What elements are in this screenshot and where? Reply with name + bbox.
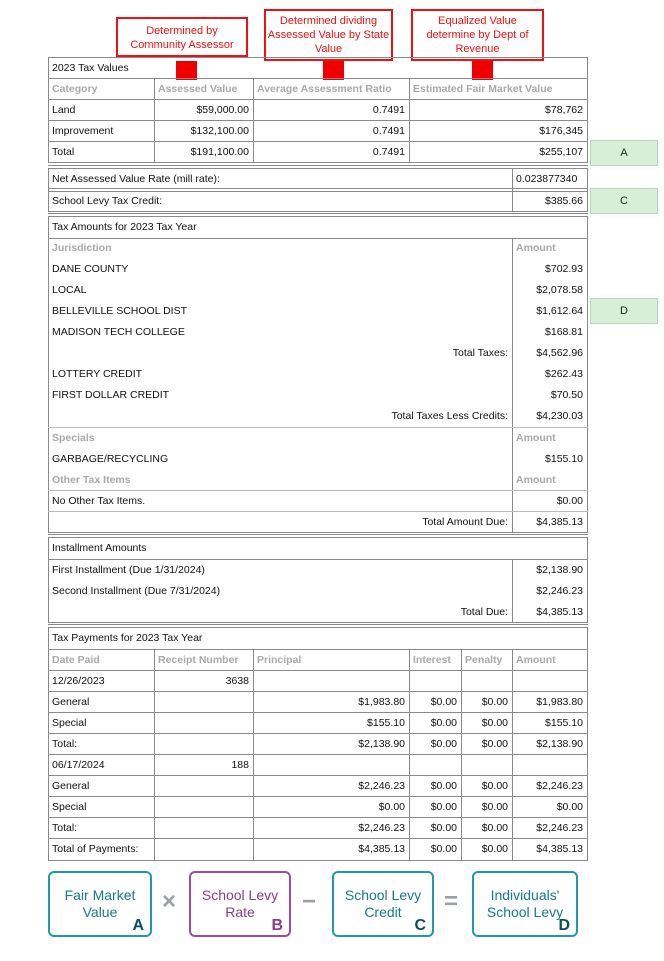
- payment-cell: [409, 671, 461, 692]
- col-header: Date Paid: [52, 654, 100, 666]
- payment-cell: Total:: [52, 822, 78, 834]
- jurisdiction-name: MADISON TECH COLLEGE: [52, 326, 185, 338]
- table-cell: $255,107: [539, 146, 583, 158]
- other-items-header: Other Tax Items: [52, 474, 131, 486]
- payment-cell: [461, 671, 512, 692]
- credit-amount: $70.50: [550, 389, 583, 401]
- col-header: Estimated Fair Market Value: [413, 83, 553, 95]
- payment-cell: 188: [231, 759, 249, 771]
- payment-cell: [154, 797, 253, 818]
- jurisdiction-name: BELLEVILLE SCHOOL DIST: [52, 305, 187, 317]
- credit-value: $385.66: [545, 195, 583, 207]
- payment-cell: 3638: [225, 675, 249, 687]
- credit-label: School Levy Tax Credit:: [52, 195, 163, 207]
- payment-cell: [253, 671, 409, 692]
- payment-cell: [154, 713, 253, 734]
- payment-cell: $2,138.90: [536, 738, 583, 750]
- amount-header: Amount: [516, 242, 556, 254]
- total-taxes-value: $4,562.96: [536, 347, 583, 359]
- mill-rate-label: Net Assessed Value Rate (mill rate):: [52, 173, 220, 185]
- callout-equalized-text: Equalized Value determine by Dept of Revenue: [426, 15, 529, 55]
- col-header: Receipt Number: [158, 654, 239, 666]
- label-a-badge: A: [590, 140, 658, 166]
- jurisdiction-amount: $1,612.64: [536, 305, 583, 317]
- col-header: Penalty: [465, 654, 503, 666]
- mill-rate-value: 0.023877340: [516, 173, 578, 185]
- payment-cell: [512, 671, 587, 692]
- tax-values-title: 2023 Tax Values: [52, 62, 129, 74]
- total-taxes-label: Total Taxes:: [452, 347, 508, 359]
- individual-school-levy-box: [472, 871, 578, 937]
- payment-cell: [154, 818, 253, 839]
- payment-cell: $0.00: [430, 717, 457, 729]
- payment-cell: [512, 755, 587, 776]
- payment-cell: General: [52, 780, 90, 792]
- table-cell: Improvement: [52, 125, 114, 137]
- amount-header: Amount: [516, 432, 556, 444]
- installment-label: Second Installment (Due 7/31/2024): [52, 585, 221, 597]
- payment-cell: $0.00: [430, 738, 457, 750]
- special-name: GARBAGE/RECYCLING: [52, 453, 169, 465]
- formula-box-letter: A: [132, 917, 144, 934]
- installments-total-label: Total Due:: [460, 606, 508, 618]
- payment-cell: $0.00: [481, 843, 508, 855]
- payment-cell: $0.00: [481, 696, 508, 708]
- payment-cell: Total:: [52, 738, 78, 750]
- other-item-amount: $0.00: [556, 495, 583, 507]
- payment-cell: $2,246.23: [536, 822, 583, 834]
- table-cell: 0.7491: [372, 104, 405, 116]
- payment-cell: [461, 755, 512, 776]
- formula-box-text: School Levy Rate: [201, 887, 279, 920]
- payment-cell: $0.00: [430, 780, 457, 792]
- installment-label: First Installment (Due 1/31/2024): [52, 564, 205, 576]
- jurisdiction-name: DANE COUNTY: [52, 263, 129, 275]
- col-header: Amount: [516, 654, 556, 666]
- minus-icon: −: [302, 888, 317, 915]
- table-cell: $176,345: [539, 125, 583, 137]
- payment-cell: Special: [52, 717, 87, 729]
- equals-icon: =: [444, 888, 459, 915]
- payment-cell: [154, 692, 253, 713]
- col-header: Principal: [257, 654, 302, 666]
- col-header: Category: [52, 83, 98, 95]
- payment-cell: [154, 839, 253, 860]
- credit-amount: $262.43: [545, 368, 583, 380]
- payment-cell: $0.00: [481, 717, 508, 729]
- payment-cell: $2,246.23: [358, 780, 405, 792]
- payment-cell: 06/17/2024: [52, 759, 105, 771]
- tax-amounts-title: Tax Amounts for 2023 Tax Year: [52, 221, 197, 233]
- payment-cell: $4,385.13: [358, 843, 405, 855]
- installment-amount: $2,138.90: [536, 564, 583, 576]
- jurisdiction-amount: $702.93: [545, 263, 583, 275]
- jurisdiction-header: Jurisdiction: [52, 242, 112, 254]
- payment-cell: $0.00: [481, 801, 508, 813]
- school-levy-rate-box: [189, 871, 291, 937]
- less-credits-label: Total Taxes Less Credits:: [391, 410, 508, 422]
- payment-cell: Total of Payments:: [52, 843, 139, 855]
- credit-name: FIRST DOLLAR CREDIT: [52, 389, 170, 401]
- callout-assessor-text: Determined by Community Assessor: [130, 25, 234, 51]
- label-d-badge: D: [590, 298, 658, 324]
- fair-market-value-box: [48, 871, 152, 937]
- formula-box-text: Fair Market Value: [64, 887, 136, 920]
- payment-cell: [154, 734, 253, 755]
- table-cell: $59,000.00: [196, 104, 249, 116]
- payment-cell: $155.10: [545, 717, 583, 729]
- payment-cell: [409, 755, 461, 776]
- jurisdiction-amount: $168.81: [545, 326, 583, 338]
- payment-cell: [154, 776, 253, 797]
- table-cell: $78,762: [545, 104, 583, 116]
- label-c-badge: C: [590, 188, 658, 214]
- table-cell: Land: [52, 104, 76, 116]
- credit-name: LOTTERY CREDIT: [52, 368, 143, 380]
- payment-cell: $1,983.80: [536, 696, 583, 708]
- less-credits-value: $4,230.03: [536, 410, 583, 422]
- payment-cell: [253, 755, 409, 776]
- payment-cell: 12/26/2023: [52, 675, 105, 687]
- payment-cell: $0.00: [481, 780, 508, 792]
- formula-box-text: School Levy Credit: [344, 887, 422, 920]
- table-cell: $132,100.00: [190, 125, 249, 137]
- payment-cell: $0.00: [430, 843, 457, 855]
- formula-box-letter: D: [558, 917, 570, 934]
- col-header: Average Assessment Ratio: [257, 83, 392, 95]
- callout-ratio: [264, 9, 393, 61]
- payment-cell: $4,385.13: [536, 843, 583, 855]
- multiply-icon: ×: [162, 888, 177, 915]
- specials-header: Specials: [52, 432, 95, 444]
- total-due-label: Total Amount Due:: [422, 516, 508, 528]
- payment-cell: $2,138.90: [358, 738, 405, 750]
- jurisdiction-name: LOCAL: [52, 284, 87, 296]
- amount-header: Amount: [516, 474, 556, 486]
- payment-cell: $0.00: [556, 801, 583, 813]
- payment-cell: $0.00: [430, 822, 457, 834]
- special-amount: $155.10: [545, 453, 583, 465]
- jurisdiction-amount: $2,078.58: [536, 284, 583, 296]
- callout-ratio-text: Determined dividing Assessed Value by State Value: [267, 15, 390, 55]
- payment-cell: $155.10: [367, 717, 405, 729]
- formula-box-letter: B: [271, 917, 283, 934]
- total-due-value: $4,385.13: [536, 516, 583, 528]
- school-levy-credit-box: [332, 871, 434, 937]
- payment-cell: Special: [52, 801, 87, 813]
- payment-cell: $1,983.80: [358, 696, 405, 708]
- payment-cell: $0.00: [481, 738, 508, 750]
- installments-title: Installment Amounts: [52, 542, 147, 554]
- payment-cell: $0.00: [481, 822, 508, 834]
- payments-title: Tax Payments for 2023 Tax Year: [52, 632, 203, 644]
- callout-equalized: [411, 9, 544, 61]
- table-cell: $191,100.00: [190, 146, 249, 158]
- installment-amount: $2,246.23: [536, 585, 583, 597]
- payment-cell: $2,246.23: [536, 780, 583, 792]
- payment-cell: General: [52, 696, 90, 708]
- col-header: Interest: [413, 654, 451, 666]
- payment-cell: $2,246.23: [358, 822, 405, 834]
- callout-assessor: [116, 17, 248, 57]
- payment-cell: $0.00: [378, 801, 405, 813]
- table-cell: 0.7491: [372, 125, 405, 137]
- table-cell: Total: [52, 146, 75, 158]
- formula-box-text: Individuals' School Levy: [486, 887, 564, 920]
- col-header: Assessed Value: [158, 83, 238, 95]
- payment-cell: $0.00: [430, 801, 457, 813]
- other-item-name: No Other Tax Items.: [52, 495, 146, 507]
- payment-cell: $0.00: [430, 696, 457, 708]
- formula-box-letter: C: [414, 917, 426, 934]
- table-cell: 0.7491: [372, 146, 405, 158]
- installments-total-value: $4,385.13: [536, 606, 583, 618]
